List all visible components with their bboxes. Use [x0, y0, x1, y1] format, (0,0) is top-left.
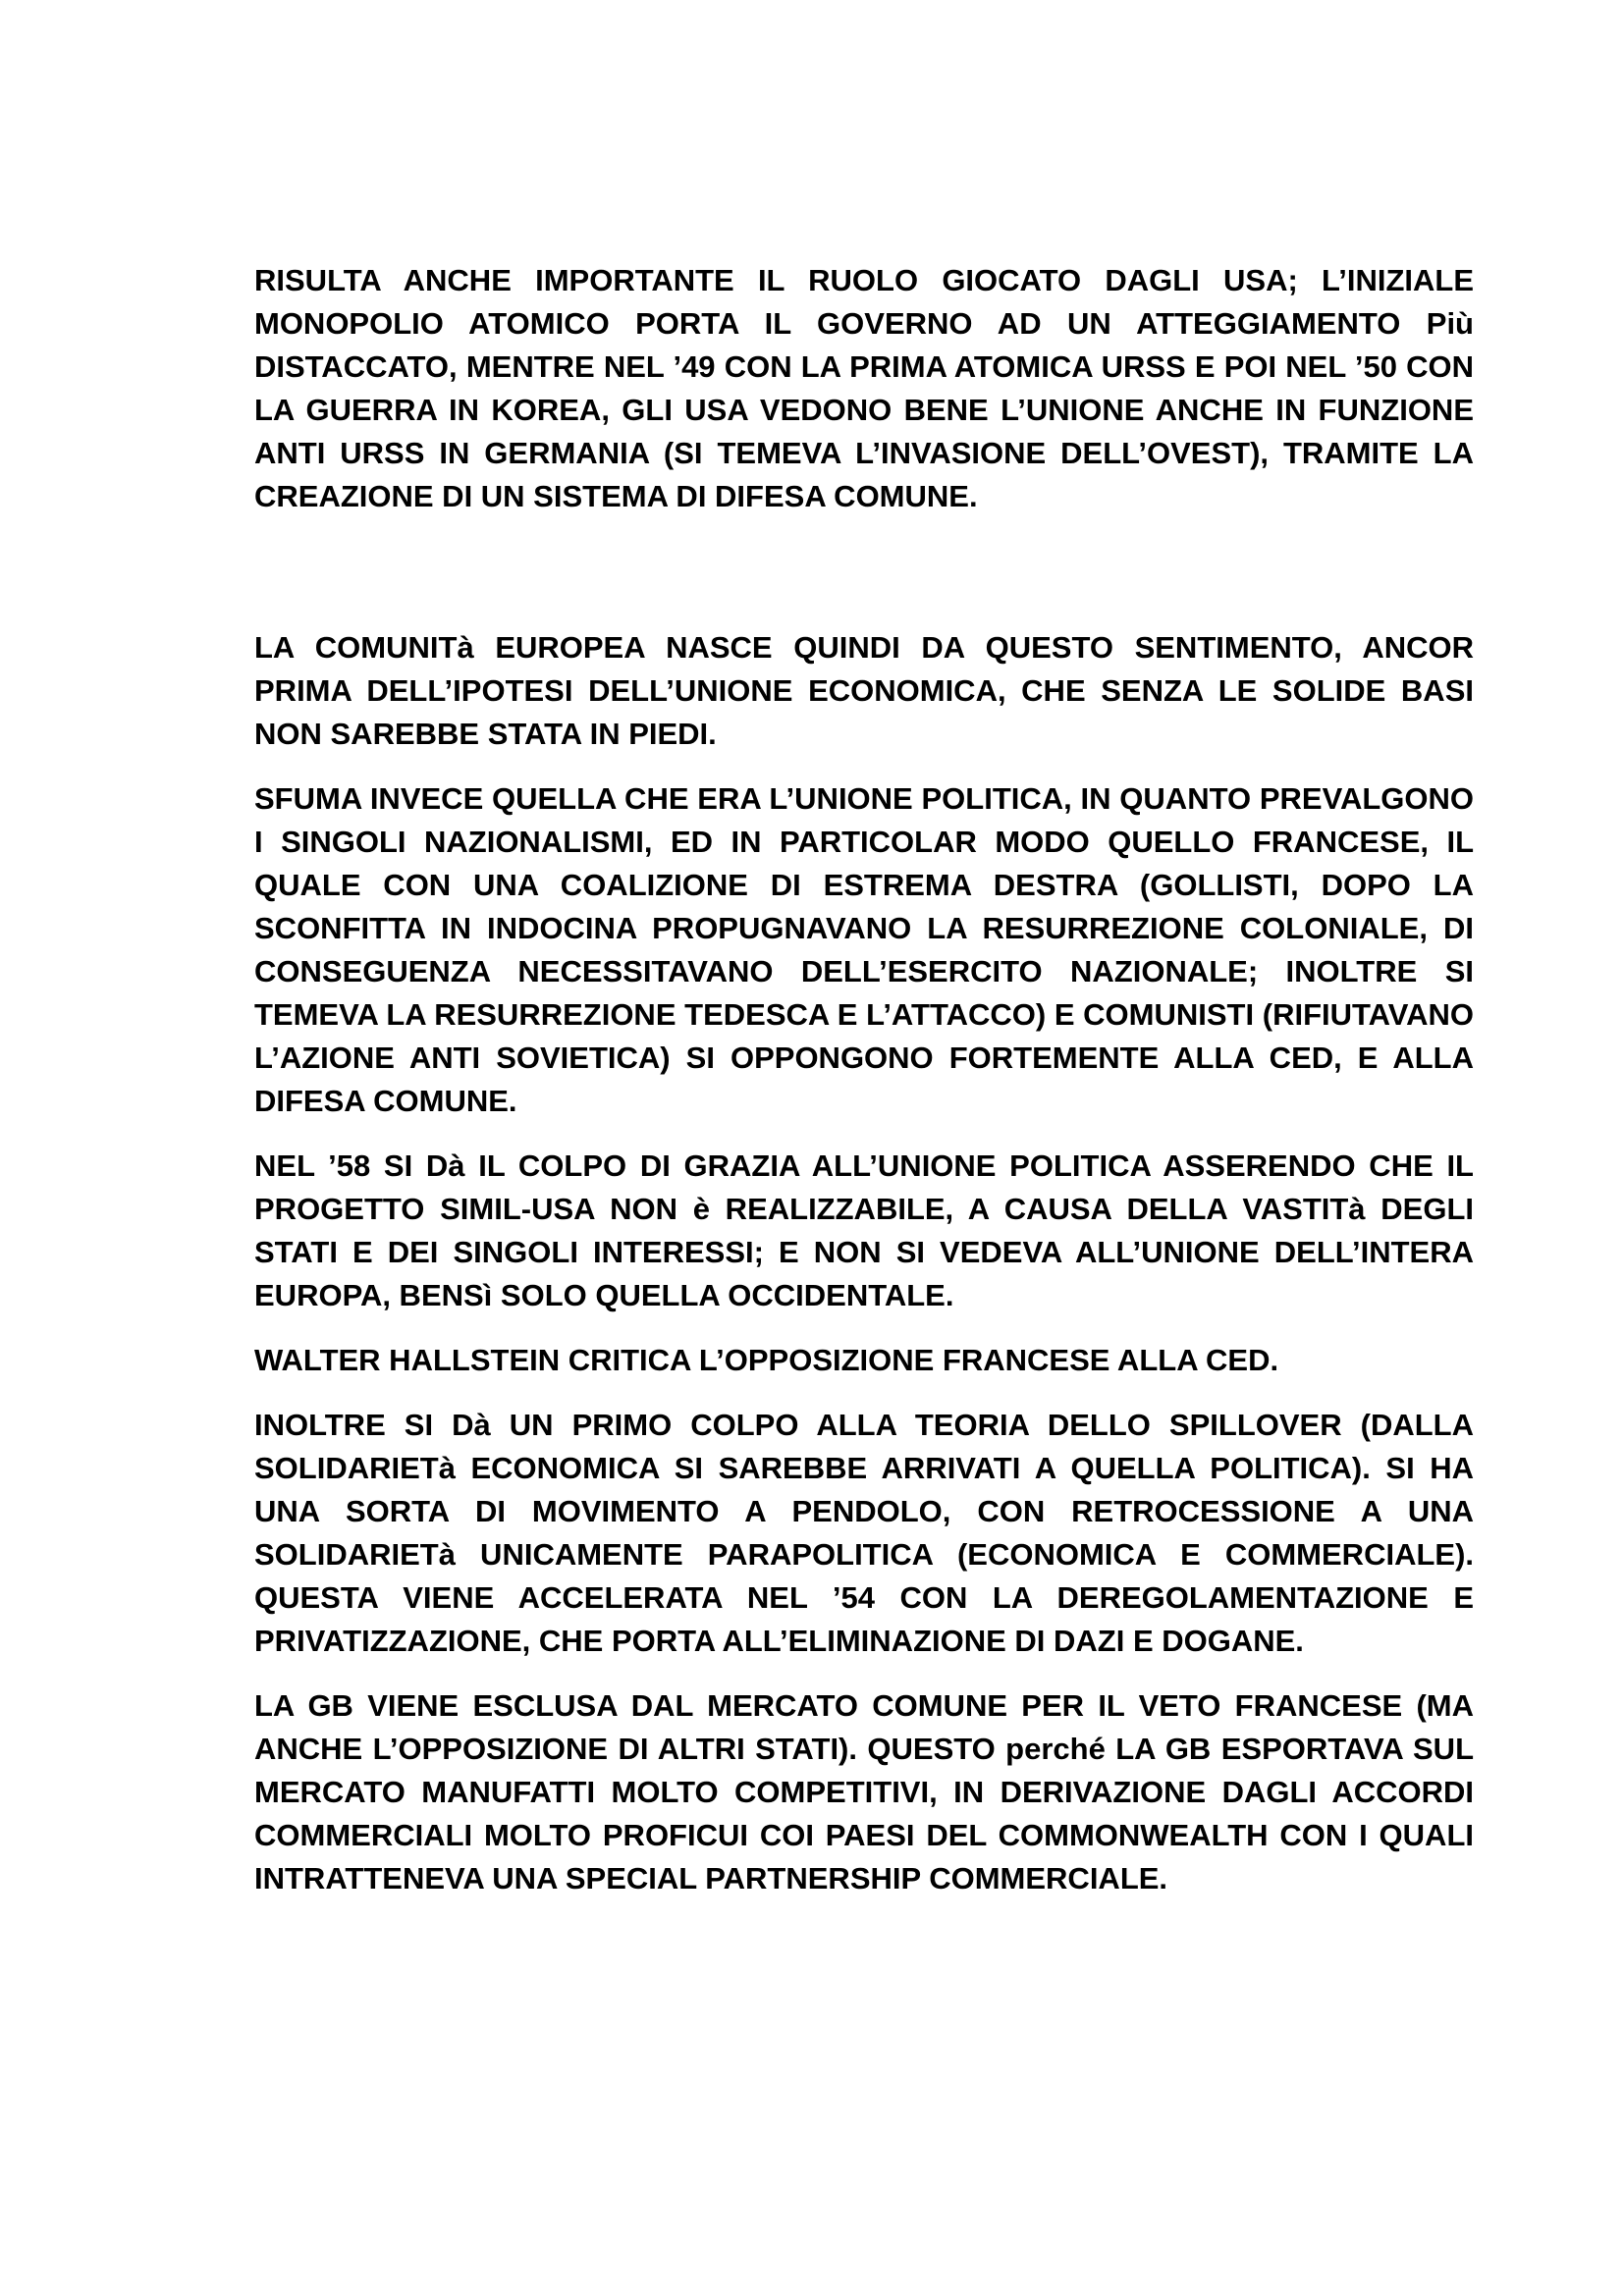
paragraph-spillover: INOLTRE SI Dà UN PRIMO COLPO ALLA TEORIA DELLO SPILLOVER (DALLA SOLIDARIETà ECONOMICA SI SAREBBE ARRIVATI A QUELLA POLITICA). SI HA UNA SORTA DI MOVIMENTO A PENDOLO, CON RETROCESSIONE A UNA SOLIDARIETà UNICAMENTE PARAPOLITICA (ECONOMICA E COMMERCIALE). QUESTA VIENE ACCELERATA NEL ’54 CON LA DEREGOLAMENTAZIONE E PRIVATIZZAZIONE, CHE PORTA ALL’ELIMINAZIONE DI DAZI E DOGANE.	[254, 1408, 1474, 1658]
paragraph-gb-excluded: LA GB VIENE ESCLUSA DAL MERCATO COMUNE PER IL VETO FRANCESE (MA ANCHE L’OPPOSIZIONE DI ALTRI STATI). QUESTO perché LA GB ESPORTAVA SUL MERCATO MANUFATTI MOLTO COMPETITIVI, IN DERIVAZIONE DAGLI ACCORDI COMMERCIALI MOLTO PROFICUI COI PAESI DEL COMMONWEALTH CON I QUALI INTRATTENEVA UNA SPECIAL PARTNERSHIP COMMERCIALE.	[254, 1688, 1474, 1896]
paragraph-political-union: SFUMA INVECE QUELLA CHE ERA L’UNIONE POLITICA, IN QUANTO PREVALGONO I SINGOLI NAZIONALISMI, ED IN PARTICOLAR MODO QUELLO FRANCESE, IL QUALE CON UNA COALIZIONE DI ESTREMA DESTRA (GOLLISTI, DOPO LA SCONFITTA IN INDOCINA PROPUGNAVANO LA RESURREZIONE COLONIALE, DI CONSEGUENZA NECESSITAVANO DELL’ESERCITO NAZIONALE; INOLTRE SI TEMEVA LA RESURREZIONE TEDESCA E L’ATTACCO) E COMUNISTI (RIFIUTAVANO L’AZIONE ANTI SOVIETICA) SI OPPONGONO FORTEMENTE ALLA CED, E ALLA DIFESA COMUNE.	[254, 781, 1474, 1118]
paragraph-hallstein: WALTER HALLSTEIN CRITICA L’OPPOSIZIONE FRANCESE ALLA CED.	[254, 1343, 1279, 1377]
paragraph-european-community: LA COMUNITà EUROPEA NASCE QUINDI DA QUESTO SENTIMENTO, ANCOR PRIMA DELL’IPOTESI DELL’UNIONE ECONOMICA, CHE SENZA LE SOLIDE BASI NON SAREBBE STATA IN PIEDI.	[254, 630, 1474, 751]
document-body	[254, 259, 1474, 1922]
paragraph-us-role: RISULTA ANCHE IMPORTANTE IL RUOLO GIOCATO DAGLI USA; L’INIZIALE MONOPOLIO ATOMICO PORTA IL GOVERNO AD UN ATTEGGIAMENTO Più DISTACCATO, MENTRE NEL ’49 CON LA PRIMA ATOMICA URSS E POI NEL ’50 CON LA GUERRA IN KOREA, GLI USA VEDONO BENE L’UNIONE ANCHE IN FUNZIONE ANTI URSS IN GERMANIA (SI TEMEVA L’INVASIONE DELL’OVEST), TRAMITE LA CREAZIONE DI UN SISTEMA DI DIFESA COMUNE.	[254, 263, 1474, 513]
paragraph-1958: NEL ’58 SI Dà IL COLPO DI GRAZIA ALL’UNIONE POLITICA ASSERENDO CHE IL PROGETTO SIMIL-USA NON è REALIZZABILE, A CAUSA DELLA VASTITà DEGLI STATI E DEI SINGOLI INTERESSI; E NON SI VEDEVA ALL’UNIONE DELL’INTERA EUROPA, BENSì SOLO QUELLA OCCIDENTALE.	[254, 1148, 1474, 1312]
